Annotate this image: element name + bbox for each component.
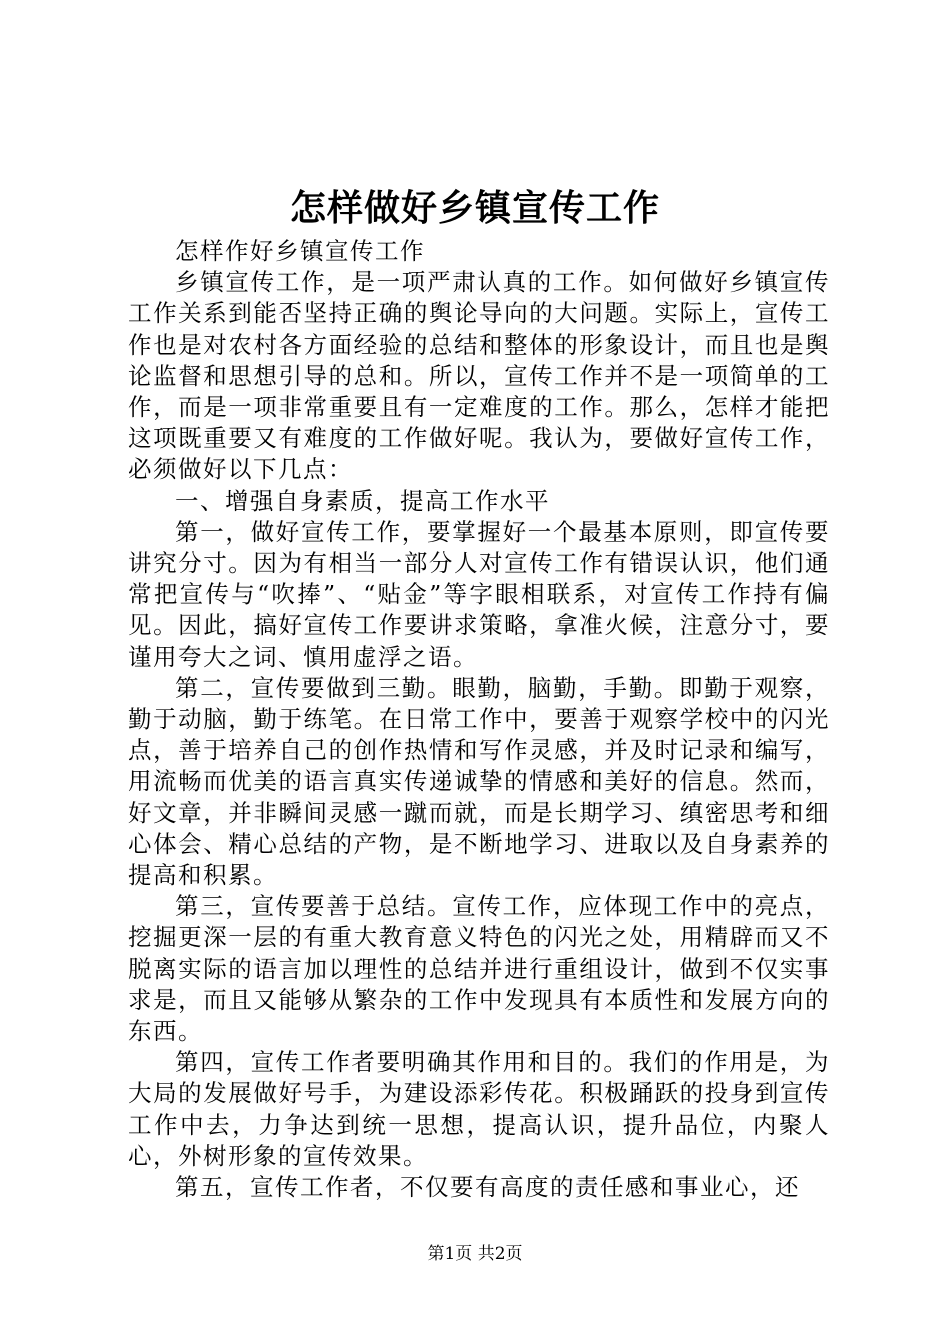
paragraph-point-1: 第一，做好宣传工作，要掌握好一个最基本原则，即宣传要讲究分寸。因为有相当一部分人对宣传工作有错误认识，他们通常把宣传与“吹捧”、“贴金”等字眼相联系，对宣传工作持有偏见。因此，搞好宣传工作要讲求策略，拿准火候，注意分寸，要谨用夸大之词、慎用虚浮之语。 xyxy=(128,517,830,671)
document-title: 怎样做好乡镇宣传工作 xyxy=(289,187,660,229)
paragraph-point-5: 第五，宣传工作者，不仅要有高度的责任感和事业心，还 xyxy=(175,1173,800,1202)
paragraph-intro: 乡镇宣传工作，是一项严肃认真的工作。如何做好乡镇宣传工作关系到能否坚持正确的舆论导向的大问题。实际上，宣传工作也是对农村各方面经验的总结和整体的形象设计，而且也是舆论监督和思想引导的总和。所以，宣传工作并不是一项简单的工作，而是一项非常重要且有一定难度的工作。那么，怎样才能把这项既重要又有难度的工作做好呢。我认为，要做好宣传工作，必须做好以下几点： xyxy=(128,268,830,484)
paragraph-point-2: 第二，宣传要做到三勤。眼勤，脑勤，手勤。即勤于观察，勤于动脑，勤于练笔。在日常工作中，要善于观察学校中的闪光点，善于培养自己的创作热情和写作灵感，并及时记录和编写，用流畅而优美的语言真实传递诚挚的情感和美好的信息。然而，好文章，并非瞬间灵感一蹴而就，而是长期学习、缜密思考和细心体会、精心总结的产物，是不断地学习、进取以及自身素养的提高和积累。 xyxy=(128,673,830,890)
page-number-footer: 第1页 共2页 xyxy=(427,1244,523,1264)
paragraph-point-3: 第三，宣传要善于总结。宣传工作，应体现工作中的亮点，挖掘更深一层的有重大教育意义特色的闪光之处，用精辟而又不脱离实际的语言加以理性的总结并进行重组设计，做到不仅实事求是，而且又能够从繁杂的工作中发现具有本质性和发展方向的东西。 xyxy=(128,892,830,1046)
document-body xyxy=(128,236,830,1203)
section-heading-1: 一、增强自身素质，提高工作水平 xyxy=(175,486,550,515)
paragraph-point-4: 第四，宣传工作者要明确其作用和目的。我们的作用是，为大局的发展做好号手，为建设添彩传花。积极踊跃的投身到宣传工作中去，力争达到统一思想，提高认识，提升品位，内聚人心，外树形象的宣传效果。 xyxy=(128,1048,830,1170)
paragraph-subtitle: 怎样作好乡镇宣传工作 xyxy=(175,237,425,265)
